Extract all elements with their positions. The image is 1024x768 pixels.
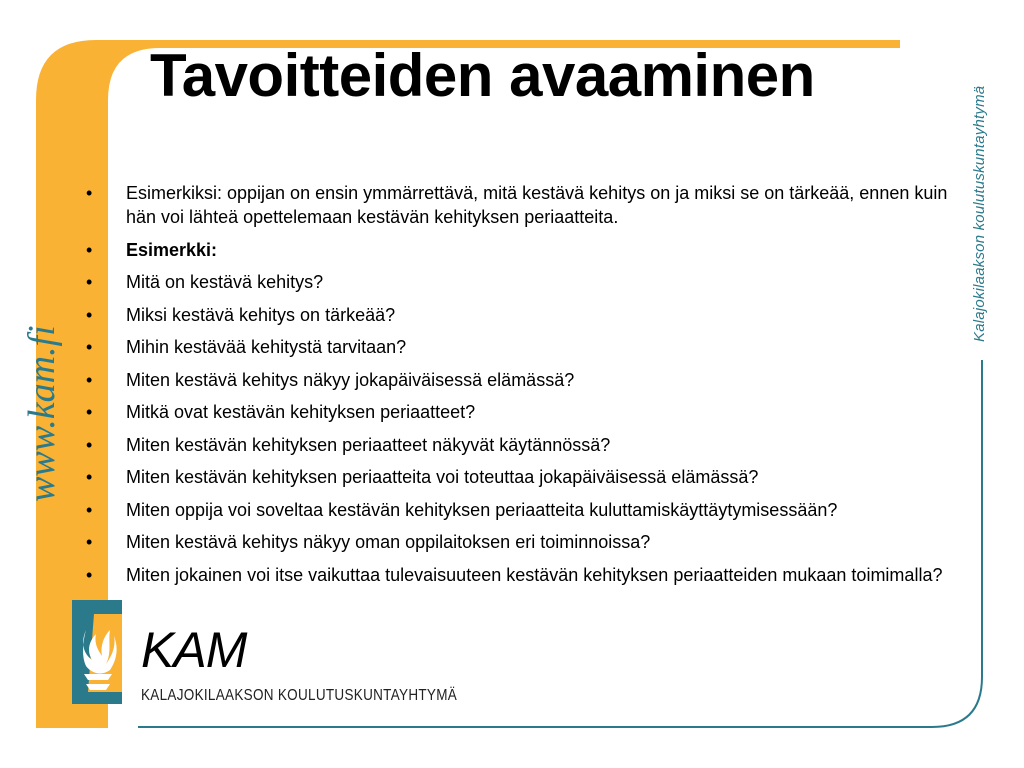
list-item: • Miten kestävän kehityksen periaatteita voi toteuttaa jokapäiväisessä elämässä? — [86, 467, 759, 487]
bullet-icon: • — [86, 402, 93, 422]
bullet-icon: • — [86, 239, 93, 260]
slide-title: Tavoitteiden avaaminen — [150, 42, 815, 109]
bullet-icon: • — [86, 532, 93, 552]
bullet-icon: • — [86, 434, 93, 455]
kam-logo-icon — [72, 600, 128, 706]
list-item: • Miten kestävän kehityksen periaatteet näkyvät käytännössä? — [86, 434, 611, 455]
bullet-icon: • — [86, 564, 93, 585]
bullet-icon: • — [86, 369, 93, 390]
list-item: • Miten kestävä kehitys näkyy jokapäiväisessä elämässä? — [86, 369, 575, 390]
bullet-list — [86, 181, 966, 595]
website-url: www.kam.fi — [21, 325, 63, 502]
organization-vertical-label: Kalajokilaakson koulutuskuntayhtymä — [971, 85, 988, 342]
bullet-icon: • — [86, 304, 93, 325]
list-item: • Esimerkki: — [86, 239, 218, 260]
list-item: • Esimerkiksi: oppijan on ensin ymmärrettävä, mitä kestävä kehitys on ja miksi se on tärkeää, ennen kuin hän voi lähteä opettelemaan kestävän kehityksen periaatteita. — [86, 183, 948, 227]
bullet-icon: • — [86, 467, 93, 487]
bullet-icon: • — [86, 183, 93, 203]
bullet-icon: • — [86, 272, 93, 292]
bullet-icon: • — [86, 499, 93, 520]
kam-logo-subtitle: KALAJOKILAAKSON KOULUTUSKUNTAYHTYMÄ — [141, 686, 458, 704]
list-item: • Miksi kestävä kehitys on tärkeää? — [86, 304, 396, 325]
bullet-icon: • — [86, 337, 93, 357]
list-item: • Miten jokainen voi itse vaikuttaa tulevaisuuteen kestävän kehityksen periaatteiden mukaan toimimalla? — [86, 564, 943, 585]
list-item: • Mihin kestävää kehitystä tarvitaan? — [86, 337, 407, 357]
list-item: • Miten oppija voi soveltaa kestävän kehityksen periaatteita kuluttamiskäyttäytymisessään? — [86, 499, 838, 520]
kam-logo-wordmark: KAM — [141, 622, 247, 678]
list-item: • Mitä on kestävä kehitys? — [86, 272, 324, 292]
list-item: • Miten kestävä kehitys näkyy oman oppilaitoksen eri toiminnoissa? — [86, 532, 651, 552]
list-item: • Mitkä ovat kestävän kehityksen periaatteet? — [86, 402, 476, 422]
